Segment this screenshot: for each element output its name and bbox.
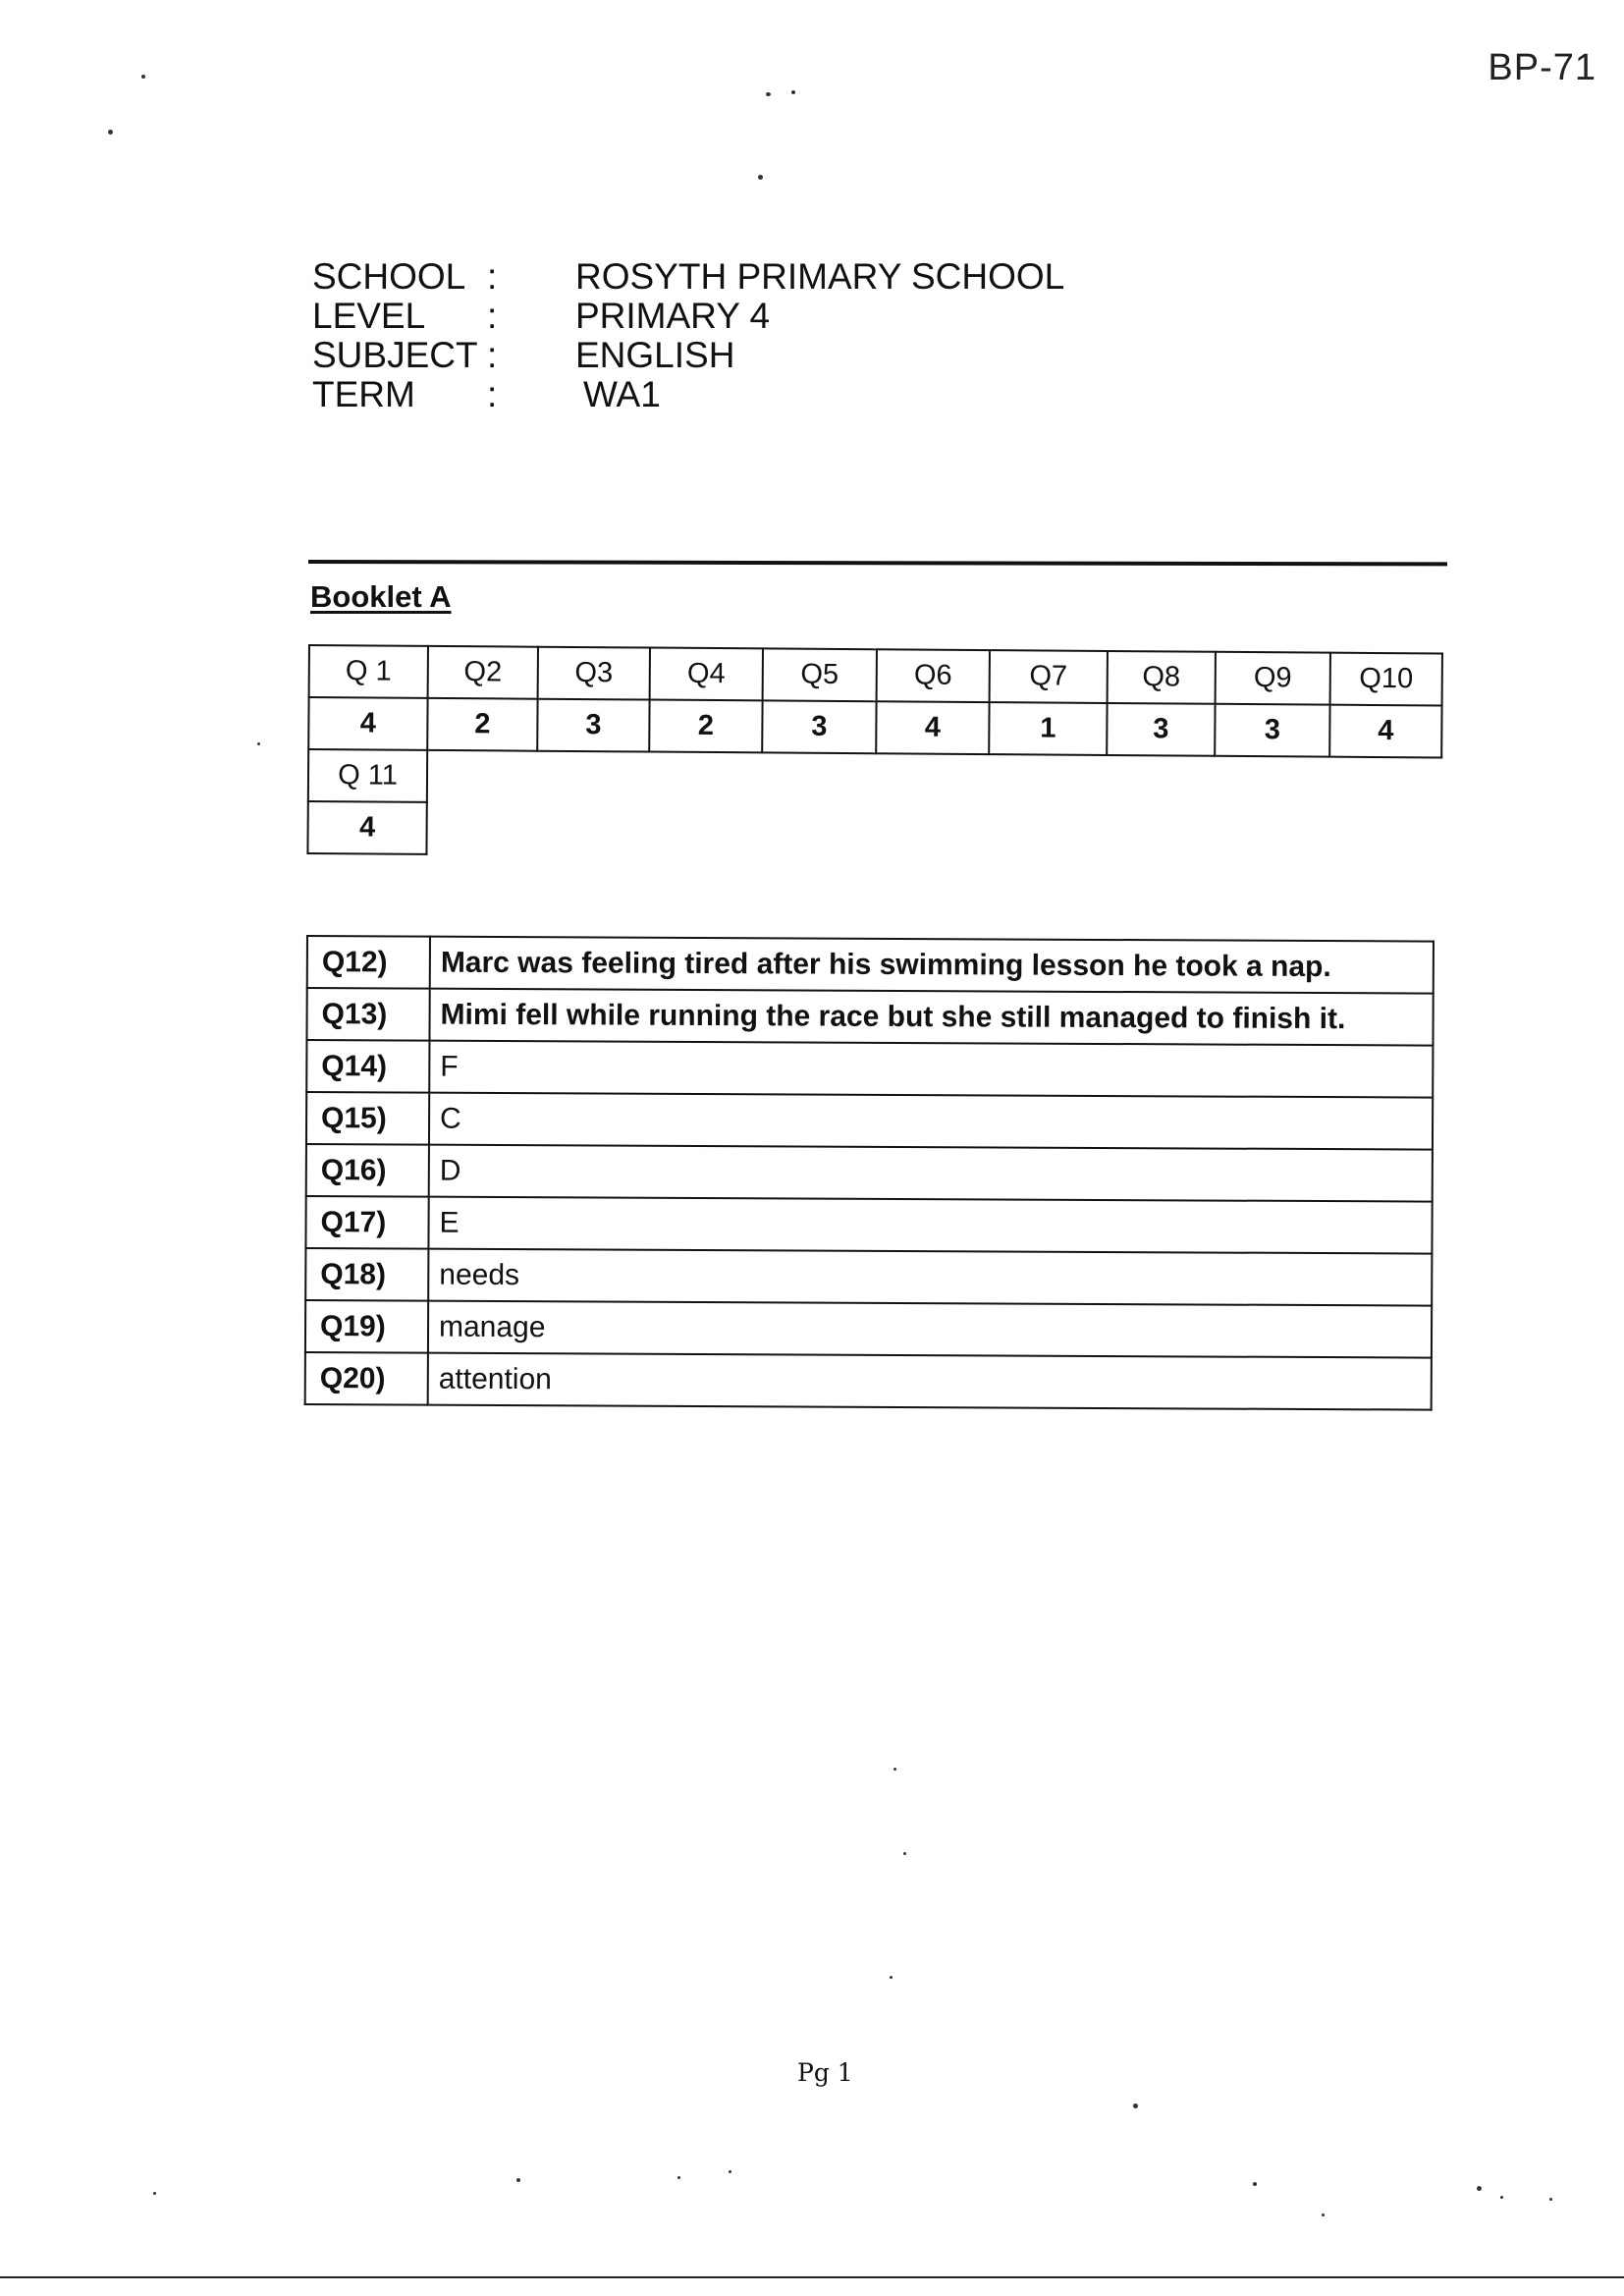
- answer-text: E: [428, 1197, 1432, 1254]
- mcq-question-cell: Q4: [650, 648, 763, 701]
- table-row: [305, 1248, 1432, 1306]
- answer-text: Marc was feeling tired after his swimming lesson he took a nap.: [430, 937, 1434, 994]
- mcq-question-cell: Q9: [1216, 652, 1330, 705]
- page-number: Pg 1: [797, 2058, 853, 2087]
- scan-speck: [1500, 2196, 1503, 2199]
- table-row: [305, 1196, 1432, 1254]
- scan-speck: [1253, 2182, 1257, 2186]
- mcq-answer-cell: 3: [1107, 703, 1215, 756]
- scan-speck: [766, 92, 771, 96]
- mcq-question-cell: Q2: [428, 646, 538, 699]
- scan-speck: [890, 1976, 893, 1979]
- header-row-school: [312, 257, 1064, 297]
- header-colon: :: [487, 256, 498, 297]
- question-number: Q15): [306, 1092, 429, 1145]
- answer-text: F: [429, 1041, 1433, 1098]
- table-row: [305, 1300, 1432, 1358]
- header-colon: :: [487, 335, 498, 375]
- header-value: PRIMARY 4: [575, 296, 771, 336]
- scan-speck: [758, 175, 763, 180]
- scan-speck: [153, 2192, 156, 2195]
- scan-speck: [1549, 2198, 1552, 2201]
- answer-text: Mimi fell while running the race but she still managed to finish it.: [429, 989, 1433, 1046]
- table-row: [306, 1040, 1433, 1098]
- scan-speck: [108, 130, 113, 135]
- mcq-answer-cell: 4: [1329, 705, 1441, 758]
- answer-text: attention: [428, 1353, 1432, 1410]
- header-label: TERM: [312, 374, 415, 414]
- scan-speck: [257, 742, 260, 745]
- scan-speck: [903, 1852, 906, 1855]
- header-label: SUBJECT: [312, 335, 478, 375]
- question-number: Q19): [305, 1300, 428, 1353]
- mcq-question-cell: Q 1: [309, 645, 428, 698]
- scan-speck: [791, 90, 795, 94]
- header-divider: [308, 560, 1447, 566]
- booklet-title: Booklet A: [310, 579, 452, 614]
- question-number: Q17): [305, 1196, 428, 1249]
- document-code: BP-71: [1488, 47, 1597, 88]
- mcq-answer-cell: 3: [762, 700, 876, 753]
- table-row: [307, 936, 1434, 994]
- mcq-question-cell: Q6: [877, 649, 990, 702]
- scan-edge-line: [0, 2276, 1624, 2278]
- scan-speck: [516, 2178, 520, 2182]
- question-number: Q14): [306, 1040, 429, 1093]
- mcq-question-cell: Q 11: [308, 749, 427, 802]
- header-label: LEVEL: [312, 296, 426, 336]
- mcq-question-row: [309, 645, 1442, 705]
- mcq-answer-cell: 4: [876, 701, 989, 754]
- question-number: Q13): [306, 988, 429, 1041]
- mcq-answer-cell: 3: [537, 699, 649, 752]
- mcq-question-row: [308, 749, 1441, 809]
- table-row: [305, 1352, 1432, 1410]
- header-label: SCHOOL: [312, 256, 466, 297]
- mcq-answer-row: [308, 697, 1441, 757]
- header-value: ROSYTH PRIMARY SCHOOL: [575, 256, 1065, 297]
- table-row: [306, 1092, 1433, 1150]
- answer-text: manage: [428, 1301, 1432, 1358]
- header-colon: :: [487, 296, 498, 336]
- scan-speck: [1477, 2186, 1482, 2191]
- header-value: ENGLISH: [575, 335, 735, 375]
- mcq-answer-table: [306, 644, 1443, 862]
- mcq-question-cell: Q7: [990, 650, 1108, 703]
- mcq-answer-cell: 2: [649, 700, 762, 753]
- scan-speck: [729, 2170, 731, 2173]
- question-number: Q16): [306, 1144, 429, 1197]
- scan-speck: [141, 75, 145, 79]
- answer-text: C: [429, 1093, 1433, 1150]
- answer-text: D: [429, 1145, 1433, 1202]
- mcq-answer-cell: 2: [427, 698, 537, 751]
- mcq-question-cell: Q8: [1108, 651, 1216, 704]
- question-number: Q12): [307, 936, 430, 989]
- answer-text: needs: [428, 1249, 1432, 1306]
- question-number: Q18): [305, 1248, 428, 1301]
- header-value: WA1: [583, 374, 661, 414]
- scan-speck: [1133, 2104, 1138, 2108]
- mcq-question-cell: Q3: [538, 647, 650, 700]
- mcq-question-cell: Q10: [1330, 653, 1442, 706]
- mcq-answer-cell: 4: [308, 697, 427, 750]
- scan-speck: [677, 2176, 680, 2179]
- open-ended-answer-table: [304, 935, 1435, 1411]
- mcq-question-cell: Q5: [763, 648, 877, 701]
- scan-speck: [1322, 2214, 1325, 2216]
- mcq-answer-cell: 1: [989, 702, 1107, 755]
- header-colon: :: [487, 374, 498, 414]
- header-row-term: [312, 375, 1064, 414]
- mcq-answer-cell: 4: [307, 801, 426, 854]
- header-row-level: [312, 297, 1064, 336]
- mcq-answer-cell: 3: [1215, 704, 1329, 757]
- blank-space: [427, 750, 1441, 810]
- table-row: [306, 1144, 1433, 1202]
- blank-space: [426, 802, 1440, 862]
- question-number: Q20): [305, 1352, 428, 1405]
- exam-header: [312, 257, 1064, 414]
- scan-speck: [893, 1768, 896, 1771]
- header-row-subject: [312, 336, 1064, 375]
- mcq-answer-row: [307, 801, 1440, 861]
- table-row: [306, 988, 1433, 1046]
